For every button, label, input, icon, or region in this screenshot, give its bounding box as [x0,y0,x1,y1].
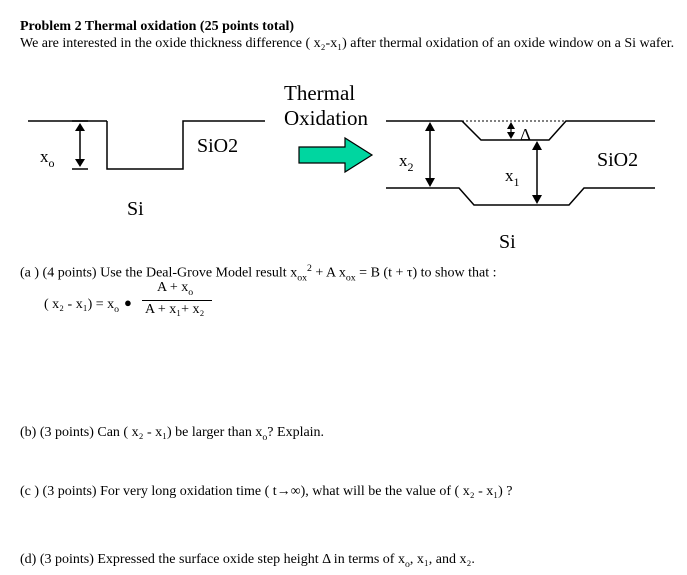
process-label-line2: Oxidation [284,106,368,130]
before-oxide-window [107,121,265,169]
before-si-label: Si [127,198,144,220]
xo-label: $x_o$ [40,147,55,170]
x1-arrow-down-head [532,195,542,204]
part-b-question: (b) (3 points) Can ( x₂ - x₁) be larger than $x_o$? Explain. [20,425,325,443]
problem-title: Problem 2 Thermal oxidation (25 points total) [20,19,295,34]
part-d-question: (d) (3 points) Expressed the surface oxide step height Δ in terms of $x_o$, x₁, and x₂. [20,552,475,570]
process-arrow [299,138,372,172]
x1-label: $x_1$ [505,166,520,189]
part-a-question: (a ) (4 points) Use the Deal-Grove Model result $x_{ox}^2 + A$ $x_{ox} = B$ (t + τ) to show that : [20,263,497,284]
xo-arrow-up-head [75,123,85,131]
x2-label: $x_2$ [399,151,414,174]
x1-arrow-up-head [532,141,542,150]
part-a-equation-lhs: ( $x_2 - x_1) = x_o$ [44,297,120,315]
after-si-interface [386,188,655,205]
after-si-label: Si [499,231,516,253]
delta-label: Δ [520,125,531,144]
x2-arrow-down-head [425,178,435,187]
fraction-bar [142,300,212,301]
part-a-equation-numerator: $A + x_o$ [157,280,194,298]
delta-arrow-up-head [507,122,515,129]
after-sio2-label: SiO2 [597,149,639,171]
multiply-dot: ● [124,295,132,310]
part-c-question: (c ) (3 points) For very long oxidation time ( t→∞), what will be the value of ( x₂ - x₁) ? [20,484,513,499]
delta-arrow-down-head [507,132,515,139]
before-sio2-label: SiO2 [197,135,239,157]
problem-intro: We are interested in the oxide thickness difference ( x₂-x₁) after thermal oxidation of an oxide window on a Si wafer. [20,36,675,51]
process-label-line1: Thermal [284,81,356,105]
part-a-equation-denominator: A + x₁+ x₂ [145,302,205,317]
oxidation-figure [0,0,687,270]
xo-arrow-down-head [75,159,85,167]
x2-arrow-up-head [425,122,435,131]
